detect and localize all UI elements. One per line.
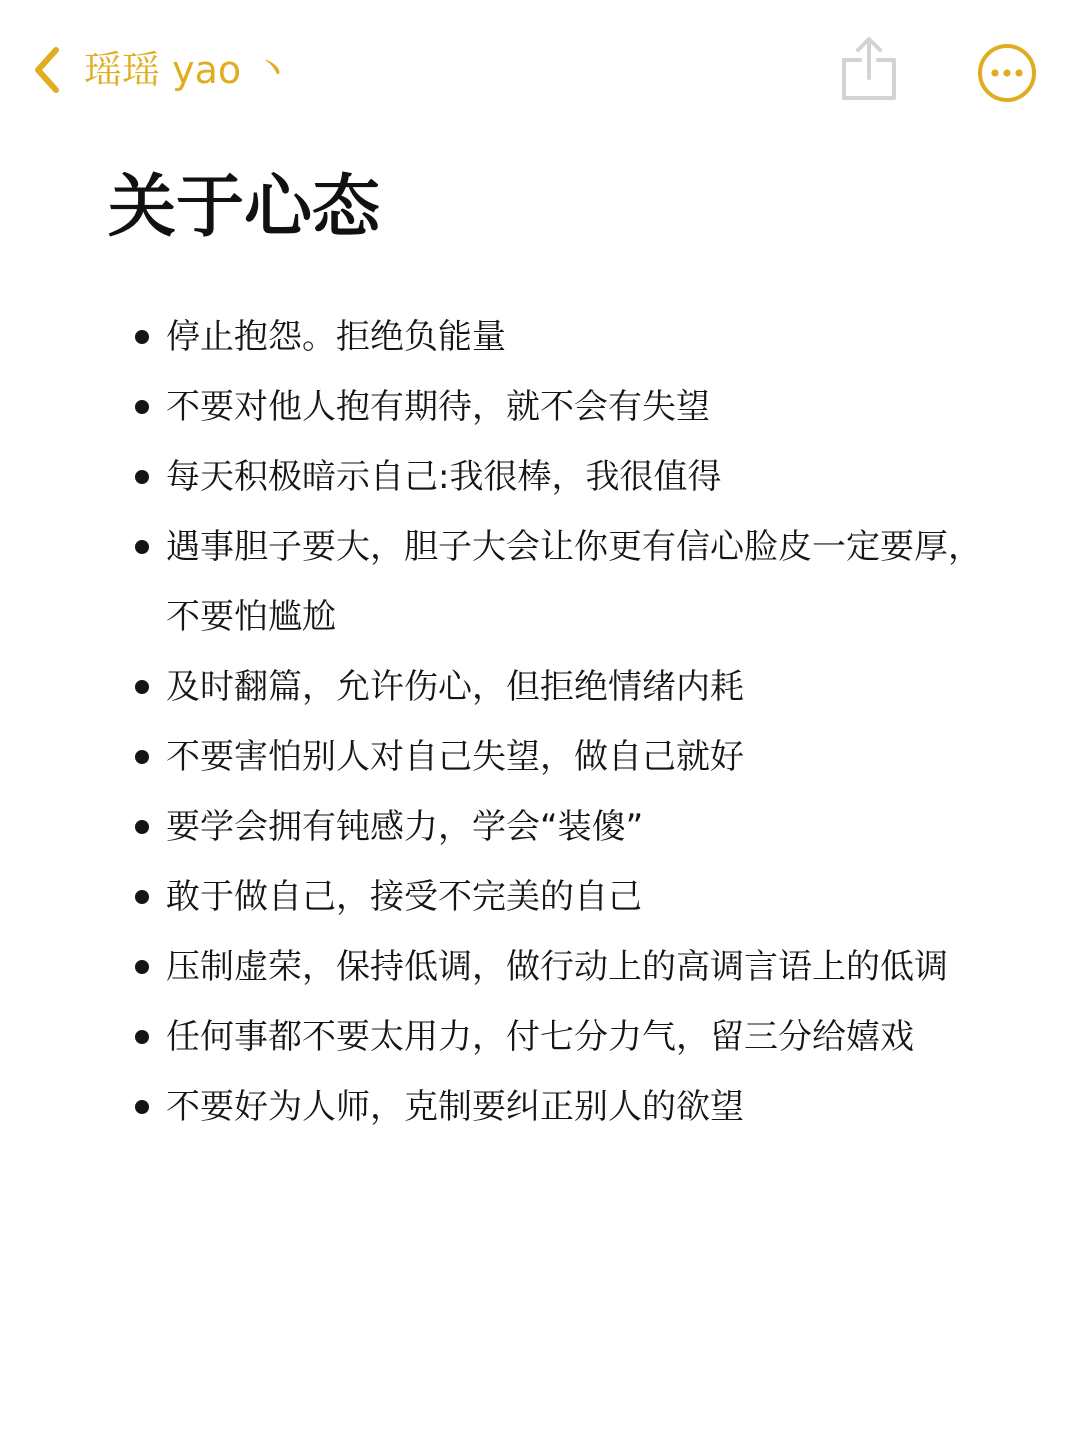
- list-item: [0, 372, 1080, 442]
- back-label: 瑶瑶 yao 丶: [84, 48, 292, 92]
- list-item: [0, 862, 1080, 932]
- list-item-text: 不要对他人抱有期待，就不会有失望: [166, 387, 710, 427]
- more-options-icon[interactable]: [976, 42, 1038, 104]
- bullet-icon: [135, 680, 149, 694]
- bullet-icon: [135, 1030, 149, 1044]
- list-item-text: 压制虚荣，保持低调，做行动上的高调言语上的低调: [166, 947, 948, 987]
- bullet-icon: [135, 820, 149, 834]
- list-item-text: 遇事胆子要大，胆子大会让你更有信心脸皮一定要厚，不要怕尴尬: [166, 527, 982, 637]
- list-item-text: 不要好为人师，克制要纠正别人的欲望: [166, 1087, 744, 1127]
- note-title: 关于心态: [108, 168, 381, 247]
- bullet-icon: [135, 1100, 149, 1114]
- bullet-icon: [135, 330, 149, 344]
- list-item-text: 敢于做自己，接受不完美的自己: [166, 877, 642, 917]
- note-bullet-list: [0, 302, 1080, 1142]
- back-button[interactable]: [28, 36, 291, 104]
- list-item-text: 要学会拥有钝感力，学会“装傻”: [166, 807, 644, 847]
- list-item: [0, 722, 1080, 792]
- chevron-left-icon: [28, 42, 68, 98]
- list-item-text: 每天积极暗示自己:我很棒，我很值得: [166, 457, 722, 497]
- bullet-icon: [135, 400, 149, 414]
- bullet-icon: [135, 750, 149, 764]
- list-item: [0, 512, 1080, 652]
- bullet-icon: [135, 540, 149, 554]
- list-item: [0, 1002, 1080, 1072]
- bullet-icon: [135, 470, 149, 484]
- list-item: [0, 1072, 1080, 1142]
- bullet-icon: [135, 890, 149, 904]
- list-item-text: 任何事都不要太用力，付七分力气，留三分给嬉戏: [166, 1017, 914, 1057]
- share-icon[interactable]: [840, 34, 898, 104]
- list-item: [0, 932, 1080, 1002]
- list-item-text: 及时翻篇，允许伤心，但拒绝情绪内耗: [166, 667, 744, 707]
- list-item: [0, 302, 1080, 372]
- list-item: [0, 792, 1080, 862]
- list-item: [0, 652, 1080, 722]
- list-item: [0, 442, 1080, 512]
- navigation-bar: [0, 0, 1080, 140]
- bullet-icon: [135, 960, 149, 974]
- list-item-text: 停止抱怨。拒绝负能量: [166, 317, 506, 357]
- list-item-text: 不要害怕别人对自己失望，做自己就好: [166, 737, 744, 777]
